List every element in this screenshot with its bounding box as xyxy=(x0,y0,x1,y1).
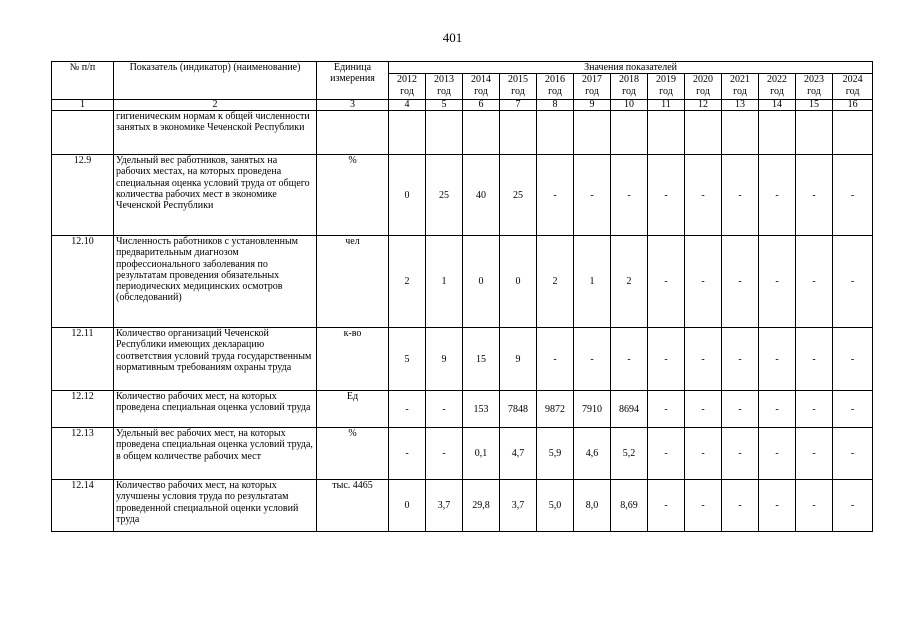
header-year-suffix: год xyxy=(585,85,599,97)
row-unit xyxy=(317,111,389,155)
header-year-suffix: год xyxy=(437,85,451,97)
header-year-suffix: год xyxy=(659,85,673,97)
row-value: 1 xyxy=(426,236,463,328)
row-value: - xyxy=(833,328,873,391)
row-value: - xyxy=(426,391,463,428)
row-value: - xyxy=(833,391,873,428)
column-number: 5 xyxy=(426,100,463,111)
table-row xyxy=(52,391,873,428)
table-row xyxy=(52,480,873,532)
row-value: - xyxy=(685,236,722,328)
header-year xyxy=(685,74,722,100)
row-value: - xyxy=(796,155,833,236)
header-values-group: Значения показателей xyxy=(389,62,873,74)
table-body xyxy=(52,100,873,532)
row-value: - xyxy=(796,236,833,328)
header-year xyxy=(463,74,500,100)
row-indicator-name: гигиеническим нормам к общей численности занятых в экономике Чеченской Республики xyxy=(114,111,317,155)
indicators-table xyxy=(51,61,873,532)
row-value: - xyxy=(648,480,685,532)
row-value xyxy=(611,111,648,155)
column-number: 6 xyxy=(463,100,500,111)
row-value: - xyxy=(796,428,833,480)
header-year-number: 2014 xyxy=(471,74,491,86)
row-value: - xyxy=(722,155,759,236)
row-number xyxy=(52,111,114,155)
column-number: 12 xyxy=(685,100,722,111)
row-value: 9 xyxy=(500,328,537,391)
row-value: 3,7 xyxy=(500,480,537,532)
row-value: 8,69 xyxy=(611,480,648,532)
row-value xyxy=(648,111,685,155)
row-value: 0 xyxy=(389,155,426,236)
row-value: - xyxy=(759,428,796,480)
row-value: - xyxy=(389,428,426,480)
header-year xyxy=(426,74,463,100)
column-number: 11 xyxy=(648,100,685,111)
row-value: - xyxy=(426,428,463,480)
row-unit: к-во xyxy=(317,328,389,391)
row-value: - xyxy=(648,155,685,236)
header-year-number: 2015 xyxy=(508,74,528,86)
header-year xyxy=(796,74,833,100)
row-value: - xyxy=(722,236,759,328)
header-year-number: 2022 xyxy=(767,74,787,86)
header-year-number: 2017 xyxy=(582,74,602,86)
table-row xyxy=(52,111,873,155)
row-value: - xyxy=(574,328,611,391)
row-value: - xyxy=(833,480,873,532)
row-value: - xyxy=(685,328,722,391)
row-value: - xyxy=(759,155,796,236)
row-value: 7910 xyxy=(574,391,611,428)
row-value: - xyxy=(611,328,648,391)
row-number: 12.11 xyxy=(52,328,114,391)
column-number: 2 xyxy=(114,100,317,111)
column-number: 3 xyxy=(317,100,389,111)
row-indicator-name: Удельный вес работников, занятых на рабочих местах, на которых проведена специальная оценка условий труда от общего количества рабочих мест в экономике Чеченской Республики xyxy=(114,155,317,236)
row-value: - xyxy=(722,391,759,428)
header-year xyxy=(648,74,685,100)
header-year-suffix: год xyxy=(622,85,636,97)
row-value xyxy=(426,111,463,155)
row-value: - xyxy=(759,391,796,428)
header-year-number: 2012 xyxy=(397,74,417,86)
column-number: 15 xyxy=(796,100,833,111)
row-value: - xyxy=(722,328,759,391)
row-value: - xyxy=(722,428,759,480)
header-year-suffix: год xyxy=(770,85,784,97)
row-value: 5,2 xyxy=(611,428,648,480)
row-value: 2 xyxy=(611,236,648,328)
row-indicator-name: Удельный вес рабочих мест, на которых проведена специальная оценка условий труда, в общем количестве рабочих мест xyxy=(114,428,317,480)
column-number: 10 xyxy=(611,100,648,111)
header-year xyxy=(389,74,426,100)
header-year-number: 2019 xyxy=(656,74,676,86)
row-unit: % xyxy=(317,155,389,236)
row-value: - xyxy=(796,480,833,532)
row-value: 9 xyxy=(426,328,463,391)
row-value xyxy=(389,111,426,155)
row-value: - xyxy=(685,480,722,532)
row-value xyxy=(759,111,796,155)
header-year-suffix: год xyxy=(733,85,747,97)
row-value: 15 xyxy=(463,328,500,391)
header-year-suffix: год xyxy=(400,85,414,97)
header-year-suffix: год xyxy=(511,85,525,97)
column-number: 4 xyxy=(389,100,426,111)
row-unit: тыс. 4465 xyxy=(317,480,389,532)
row-value: - xyxy=(574,155,611,236)
row-value: - xyxy=(648,428,685,480)
row-value: 2 xyxy=(389,236,426,328)
row-value: 0 xyxy=(500,236,537,328)
row-value: 4,6 xyxy=(574,428,611,480)
header-year xyxy=(722,74,759,100)
column-number: 14 xyxy=(759,100,796,111)
row-value: 9872 xyxy=(537,391,574,428)
header-year xyxy=(574,74,611,100)
column-number: 9 xyxy=(574,100,611,111)
header-year-number: 2024 xyxy=(842,74,863,86)
row-value: - xyxy=(611,155,648,236)
header-year-suffix: год xyxy=(474,85,488,97)
row-unit: чел xyxy=(317,236,389,328)
row-value: - xyxy=(833,428,873,480)
row-value: - xyxy=(648,236,685,328)
row-value xyxy=(500,111,537,155)
row-value xyxy=(796,111,833,155)
table-row xyxy=(52,155,873,236)
row-value: - xyxy=(537,328,574,391)
header-unit: Единица измерения xyxy=(317,62,389,100)
row-value: - xyxy=(796,328,833,391)
row-value: 29,8 xyxy=(463,480,500,532)
row-value: 5 xyxy=(389,328,426,391)
row-number: 12.10 xyxy=(52,236,114,328)
row-value: - xyxy=(759,236,796,328)
row-value xyxy=(574,111,611,155)
column-number: 13 xyxy=(722,100,759,111)
row-value xyxy=(722,111,759,155)
header-year-number: 2020 xyxy=(693,74,713,86)
row-value: 153 xyxy=(463,391,500,428)
row-value xyxy=(463,111,500,155)
page-number: 401 xyxy=(442,30,463,45)
column-number: 1 xyxy=(52,100,114,111)
table-row xyxy=(52,428,873,480)
header-year xyxy=(537,74,574,100)
row-value: - xyxy=(796,391,833,428)
row-value: 0 xyxy=(389,480,426,532)
row-value: 4,7 xyxy=(500,428,537,480)
row-indicator-name: Количество рабочих мест, на которых улучшены условия труда по результатам проведенной специальной оценки условий труда xyxy=(114,480,317,532)
row-value: 7848 xyxy=(500,391,537,428)
row-value xyxy=(685,111,722,155)
row-number: 12.12 xyxy=(52,391,114,428)
row-value: 40 xyxy=(463,155,500,236)
row-value: - xyxy=(833,236,873,328)
row-value: - xyxy=(833,155,873,236)
column-numbers-row xyxy=(52,100,873,111)
header-num: № п/п xyxy=(52,62,114,100)
row-indicator-name: Численность работников с установленным предварительным диагнозом профессионального заболевания по результатам проведения обязательных периодических медицинских осмотров (обследований) xyxy=(114,236,317,328)
column-number: 7 xyxy=(500,100,537,111)
row-value: 25 xyxy=(426,155,463,236)
row-value xyxy=(833,111,873,155)
row-value: - xyxy=(648,391,685,428)
row-unit: % xyxy=(317,428,389,480)
row-number: 12.13 xyxy=(52,428,114,480)
row-unit: Ед xyxy=(317,391,389,428)
row-value: - xyxy=(685,391,722,428)
header-indicator: Показатель (индикатор) (наименование) xyxy=(114,62,317,100)
header-year-suffix: год xyxy=(845,85,860,97)
column-number: 16 xyxy=(833,100,873,111)
row-value: 1 xyxy=(574,236,611,328)
header-year xyxy=(500,74,537,100)
row-value: - xyxy=(722,480,759,532)
row-number: 12.14 xyxy=(52,480,114,532)
header-year-suffix: год xyxy=(548,85,562,97)
row-value: 5,0 xyxy=(537,480,574,532)
row-value: - xyxy=(389,391,426,428)
header-year xyxy=(759,74,796,100)
row-indicator-name: Количество рабочих мест, на которых проведена специальная оценка условий труда xyxy=(114,391,317,428)
row-value: - xyxy=(685,428,722,480)
header-year-suffix: год xyxy=(696,85,710,97)
header-year-number: 2021 xyxy=(730,74,750,86)
row-value: 0 xyxy=(463,236,500,328)
row-value: - xyxy=(537,155,574,236)
header-year-suffix: год xyxy=(807,85,821,97)
row-value: 8694 xyxy=(611,391,648,428)
header-year xyxy=(611,74,648,100)
row-value: - xyxy=(759,328,796,391)
row-value: 8,0 xyxy=(574,480,611,532)
table-row xyxy=(52,328,873,391)
row-value: 3,7 xyxy=(426,480,463,532)
row-indicator-name: Количество организаций Чеченской Республики имеющих декларацию соответствия условий труда государственным нормативным требованиям охраны труда xyxy=(114,328,317,391)
header-year-number: 2013 xyxy=(434,74,454,86)
header-year-number: 2016 xyxy=(545,74,565,86)
header-year xyxy=(833,74,873,100)
row-value xyxy=(537,111,574,155)
row-value: - xyxy=(685,155,722,236)
header-year-number: 2018 xyxy=(619,74,639,86)
row-value: - xyxy=(648,328,685,391)
header-year-number: 2023 xyxy=(804,74,824,86)
column-number: 8 xyxy=(537,100,574,111)
table-row xyxy=(52,236,873,328)
row-value: 25 xyxy=(500,155,537,236)
row-value: 2 xyxy=(537,236,574,328)
row-value: - xyxy=(759,480,796,532)
row-number: 12.9 xyxy=(52,155,114,236)
row-value: 5,9 xyxy=(537,428,574,480)
row-value: 0,1 xyxy=(463,428,500,480)
